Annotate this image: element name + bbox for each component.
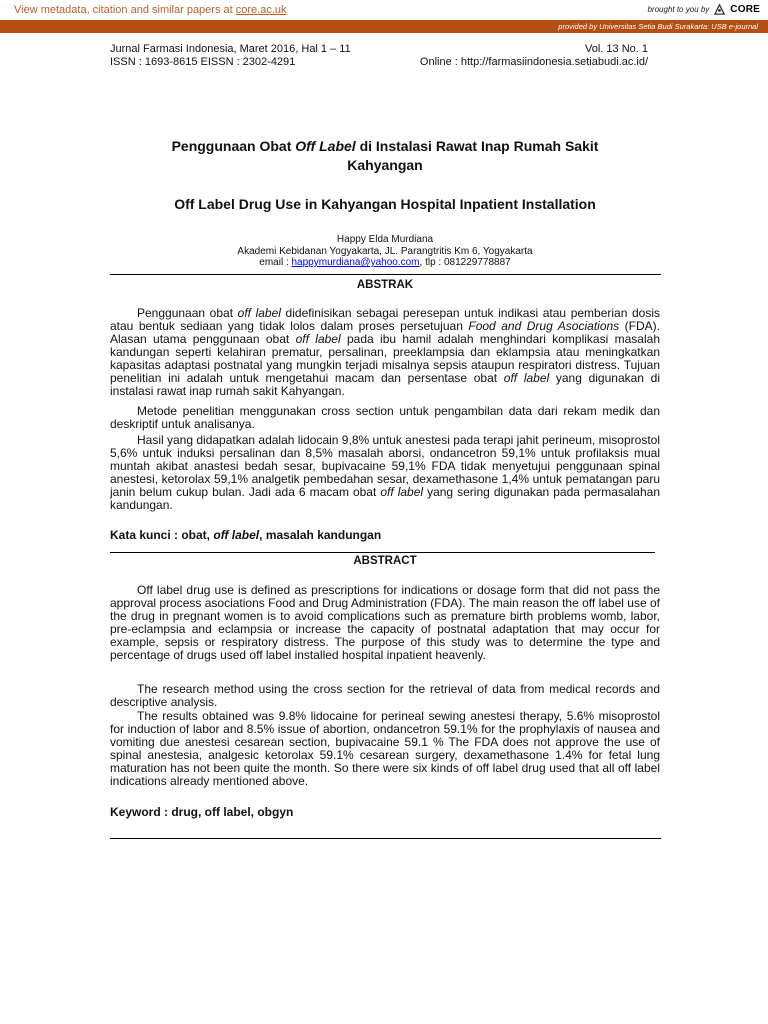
journal-volume: Vol. 13 No. 1 xyxy=(585,43,648,55)
abstract-paragraph-3: The results obtained was 9.8% lidocaine for perineal sewing anestesi therapy, 5.6% misoprostol for induction of labor and 8.5% issue of abortion, ondancetron 59.1% for the prophylaxis of nausea and vomiting due anestesi cesarean section, bupivacaine 59.1 % The FDA does not approve the use of spinal anestesia, analgesic ketorolax 59.1% cesarean surgery, dexamethasone 1.4% for fetal lung maturation has not been quite the month. So there were six kinds of off label drug used that all off label indications already mentioned above. xyxy=(110,709,660,788)
abstrak-paragraph-3: Hasil yang didapatkan adalah lidocain 9,8% untuk anestesi pada terapi jahit perineum, misoprostol 5,6% untuk induksi persalinan dan 8,5% masalah aborsi, ondancetron 59,1% untuk profilaksis mual muntah akibat anastesi bedah sesar, bupivacaine 59,1% FDA tidak menyetujui penggunaan spinal anestesi, ketorolax 59,1% analgetik pembedahan sesar, dexamethasone 1,4% untuk pematangan paru janin belum cukup bulan. Jadi ada 6 macam obat off label yang sering digunakan pada permasalahan kandungan. xyxy=(110,433,660,512)
core-banner xyxy=(0,0,768,20)
divider-top xyxy=(110,274,661,275)
core-brought-label: brought to you by xyxy=(647,5,710,14)
title-english: Off Label Drug Use in Kahyangan Hospital Inpatient Installation xyxy=(174,196,596,212)
abstrak-heading: ABSTRAK xyxy=(356,279,414,291)
author-block xyxy=(110,234,660,269)
author-phone: , tlp : 081229778887 xyxy=(419,257,511,268)
author-name: Happy Elda Murdiana xyxy=(336,234,434,245)
abstrak-paragraph-1: Penggunaan obat off label didefinisikan sebagai peresepan untuk indikasi atau pemberian dosis atau bentuk sediaan yang tidak lolos dalam proses persetujuan Food and Drug Asociations (FDA). Alasan utama penggunaan obat off label pada ibu hamil adalah menghindari komplikasi masalah kandungan seperti kelahiran prematur, persalinan, preeklampsia dan eklampsia atau meningkatkan kapasitas adaptasi postnatal yang mungkin terjadi misalnya sepsis ataupun respiratori distress. Tujuan penelitian ini adalah untuk mengetahui macam dan persentase obat off label yang digunakan di instalasi rawat inap rumah sakit Kahyangan. xyxy=(110,306,661,398)
abstract-paragraph-1: Off label drug use is defined as prescriptions for indications or dosage form that did not pass the approval process asociations Food and Drug Administration (FDA). The main reason the off label use of the drug in pregnant women is to avoid complications such as premature birth problems womb, labor, pre-eclampsia and eclampsia or increase the capacity of postnatal adaptation that may occur for example, sepsis or respiratory distress. The purpose of this study was to determine the type and percentage of drugs used off label installed hospital inpatient heavenly. xyxy=(110,583,660,662)
core-provider-bar xyxy=(0,20,768,33)
journal-issue: Jurnal Farmasi Indonesia, Maret 2016, Hal 1 – 11 xyxy=(110,43,351,55)
abstract-heading: ABSTRACT xyxy=(353,555,417,567)
core-provider-org: Universitas Setia Budi Surakarta: USB e-journal xyxy=(599,22,758,31)
core-provided-label: provided by xyxy=(558,22,598,31)
core-metadata-prefix: View metadata, citation and similar papers at xyxy=(14,4,236,16)
author-contact xyxy=(110,257,660,269)
title-id-line2: Kahyangan xyxy=(347,157,423,173)
divider-bottom xyxy=(110,838,661,839)
title-id-part1: Penggunaan Obat xyxy=(171,138,296,154)
email-label: email : xyxy=(259,257,292,268)
title-id-part2: di Instalasi Rawat Inap Rumah Sakit xyxy=(355,138,599,154)
kata-kunci: Kata kunci : obat, off label, masalah kandungan xyxy=(110,528,382,542)
core-metadata-domain[interactable]: core.ac.uk xyxy=(235,4,287,16)
title-id-italic: Off Label xyxy=(295,138,356,154)
abstract-paragraph-2: The research method using the cross section for the retrieval of data from medical records and descriptive analysis. xyxy=(110,682,660,709)
core-provider-text[interactable] xyxy=(558,22,758,31)
core-brought-by[interactable] xyxy=(647,3,760,16)
title-indonesian xyxy=(110,137,660,175)
journal-online-url: Online : http://farmasiindonesia.setiabudi.ac.id/ xyxy=(419,56,648,68)
author-email-link[interactable]: happymurdiana@yahoo.com xyxy=(291,257,420,268)
divider-middle xyxy=(110,552,655,553)
core-brand: CORE xyxy=(730,4,760,15)
abstrak-paragraph-2: Metode penelitian menggunakan cross section untuk pengambilan data dari rekam medik dan deskriptif untuk analisanya. xyxy=(110,404,660,431)
keyword-line: Keyword : drug, off label, obgyn xyxy=(110,805,294,819)
core-metadata-link[interactable] xyxy=(14,4,287,16)
journal-issn: ISSN : 1693-8615 EISSN : 2302-4291 xyxy=(110,56,296,68)
core-logo-icon xyxy=(713,3,726,16)
author-affiliation: Akademi Kebidanan Yogyakarta, JL. Parangtritis Km 6, Yogyakarta xyxy=(237,245,533,257)
